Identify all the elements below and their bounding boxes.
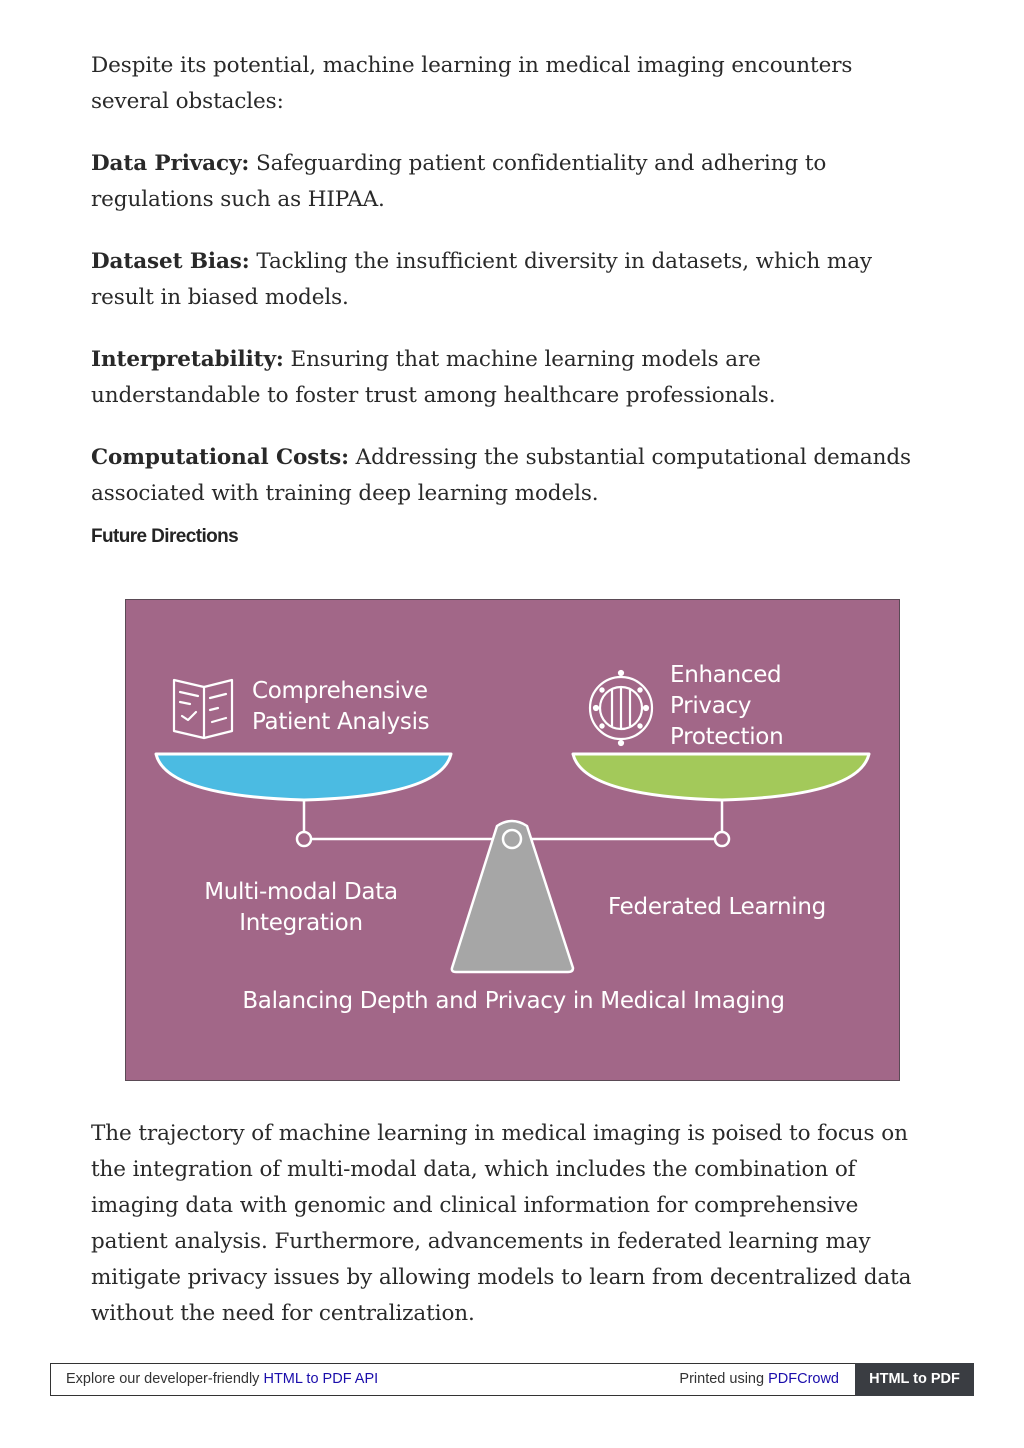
right-pan: [573, 754, 869, 800]
article-body: [91, 48, 931, 550]
challenge-interpretability: [91, 342, 931, 414]
challenge-text: Ensuring that machine learning models are understandable to foster trust among healthcare professionals.: [91, 347, 776, 408]
pdfcrowd-link[interactable]: PDFCrowd: [768, 1371, 839, 1387]
challenge-text: Tackling the insufficient diversity in datasets, which may result in biased models.: [91, 249, 872, 310]
challenge-term: Computational Costs:: [91, 445, 349, 470]
footer-right-text: Printed using: [679, 1371, 769, 1387]
right-pivot-ring: [715, 832, 729, 846]
challenge-data-privacy: [91, 146, 931, 218]
intro-paragraph: Despite its potential, machine learning in medical imaging encounters several obstacles:: [91, 53, 853, 114]
left-pan-label-line: Patient Analysis: [252, 709, 430, 735]
footer-left: [66, 1371, 378, 1387]
left-base-label-line: Integration: [239, 910, 363, 936]
challenge-dataset-bias: [91, 244, 931, 316]
left-pivot-ring: [297, 832, 311, 846]
right-pan-label-line: Privacy: [670, 693, 752, 719]
fulcrum-pivot: [503, 830, 521, 848]
right-pan-label-line: Protection: [670, 724, 784, 750]
challenge-term: Dataset Bias:: [91, 249, 250, 274]
challenge-term: Data Privacy:: [91, 151, 250, 176]
footer-right: [679, 1371, 839, 1387]
html-to-pdf-api-link[interactable]: HTML to PDF API: [263, 1371, 379, 1387]
privacy-shield-icon: [590, 671, 652, 745]
balance-scale-figure: [125, 599, 900, 1081]
left-pan-label: [252, 676, 429, 738]
left-pan: [156, 754, 451, 800]
left-base-label: [186, 877, 416, 939]
closing-paragraph: The trajectory of machine learning in medical imaging is poised to focus on the integration of multi-modal data, which includes the combination of imaging data with genomic and clinical information for comprehensive patient analysis. Furthermore, advancements in federated learning may mitigate privacy issues by allowing models to learn from decentralized data without the need for centralization.: [91, 1121, 912, 1326]
right-pan-label: [670, 660, 783, 753]
footer-left-text: Explore our developer-friendly: [66, 1371, 264, 1387]
html-to-pdf-button[interactable]: HTML to PDF: [855, 1363, 974, 1396]
map-icon: [174, 680, 232, 738]
challenge-computational-costs: [91, 440, 931, 512]
left-base-label-line: Multi-modal Data: [204, 879, 398, 905]
right-base-label: Federated Learning: [608, 894, 826, 920]
right-pan-label-line: Enhanced: [670, 662, 782, 688]
figure-caption: Balancing Depth and Privacy in Medical Imaging: [242, 988, 785, 1014]
section-heading: Future Directions: [91, 526, 239, 547]
pdf-footer-bar: [50, 1363, 974, 1396]
challenge-text: Safeguarding patient confidentiality and adhering to regulations such as HIPAA.: [91, 151, 827, 212]
left-pan-label-line: Comprehensive: [252, 678, 428, 704]
challenge-term: Interpretability:: [91, 347, 284, 372]
challenge-text: Addressing the substantial computational demands associated with training deep learning models.: [91, 445, 911, 506]
